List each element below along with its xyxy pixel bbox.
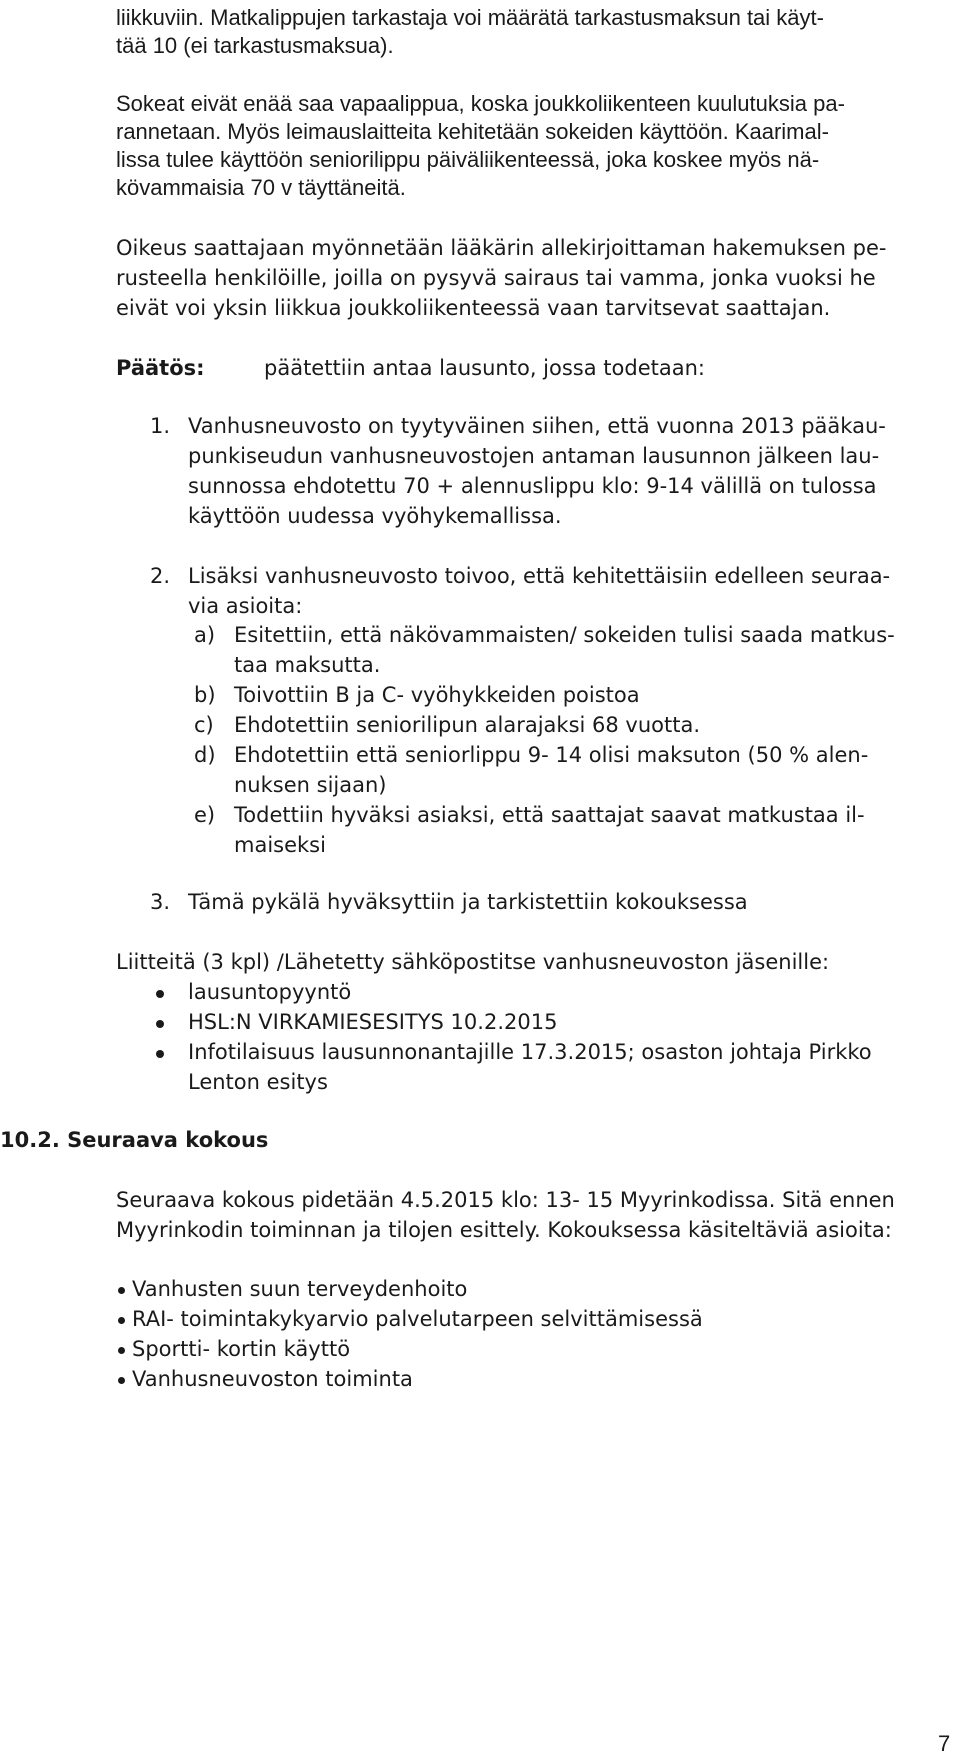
para-sokeat-line-1: Sokeat eivät enää saa vapaalippua, koska joukkoliikenteen kuulutuksia pa- — [116, 91, 845, 116]
section-title-next-meeting: 10.2. Seuraava kokous — [0, 1128, 269, 1152]
top-paragraph-line-1: liikkuviin. Matkalippujen tarkastaja voi määrätä tarkastusmaksun tai käyt- — [116, 5, 824, 30]
para-oikeus-line-3: eivät voi yksin liikkua joukkoliikenteessä vaan tarvitsevat saattajan. — [116, 296, 831, 320]
item-1-line-1: Vanhusneuvosto on tyytyväinen siihen, että vuonna 2013 pääkau- — [188, 414, 886, 438]
item-1-line-2: punkiseudun vanhusneuvostojen antaman lausunnon jälkeen lau- — [188, 444, 880, 468]
item-2c-line-1: Ehdotettiin seniorilipun alarajaksi 68 vuotta. — [234, 713, 701, 737]
item-2d-label: d) — [194, 743, 216, 767]
attachment-item-3-line-2: Lenton esitys — [188, 1070, 328, 1094]
bullet-icon — [156, 1050, 164, 1058]
topic-item-1: Vanhusten suun terveydenhoito — [132, 1277, 468, 1301]
para-oikeus-line-1: Oikeus saattajaan myönnetään lääkärin allekirjoittaman hakemuksen pe- — [116, 236, 887, 260]
next-meeting-line-2: Myyrinkodin toiminnan ja tilojen esittely. Kokouksessa käsiteltäviä asioita: — [116, 1218, 892, 1242]
item-2-line-1: Lisäksi vanhusneuvosto toivoo, että kehitettäisiin edelleen seuraa- — [188, 564, 891, 588]
item-2-number: 2. — [150, 564, 171, 588]
attachment-item-1: lausuntopyyntö — [188, 980, 352, 1004]
item-3-text: Tämä pykälä hyväksyttiin ja tarkistettiin kokouksessa — [188, 890, 748, 914]
item-2b-line-1: Toivottiin B ja C- vyöhykkeiden poistoa — [234, 683, 640, 707]
item-2a-label: a) — [194, 623, 216, 647]
page-number: 7 — [938, 1731, 951, 1756]
bullet-icon — [118, 1287, 125, 1294]
item-2e-line-2: maiseksi — [234, 833, 326, 857]
attachments-heading: Liitteitä (3 kpl) /Lähetetty sähköpostitse vanhusneuvoston jäsenille: — [116, 950, 830, 974]
item-1-line-4: käyttöön uudessa vyöhykemallissa. — [188, 504, 562, 528]
item-2d-line-1: Ehdotettiin että seniorlippu 9- 14 olisi maksuton (50 % alen- — [234, 743, 869, 767]
item-2c-label: c) — [194, 713, 214, 737]
top-paragraph-line-2: tää 10 (ei tarkastusmaksua). — [116, 33, 394, 58]
para-sokeat-line-3: lissa tulee käyttöön seniorilippu päiväliikenteessä, joka koskee myös nä- — [116, 147, 820, 172]
para-oikeus-line-2: rusteella henkilöille, joilla on pysyvä sairaus tai vamma, jonka vuoksi he — [116, 266, 876, 290]
attachment-item-3-line-1: Infotilaisuus lausunnonantajille 17.3.2015; osaston johtaja Pirkko — [188, 1040, 872, 1064]
topic-item-3: Sportti- kortin käyttö — [132, 1337, 351, 1361]
item-2e-label: e) — [194, 803, 216, 827]
topic-item-2: RAI- toimintakykyarvio palvelutarpeen selvittämisessä — [132, 1307, 703, 1331]
item-2b-label: b) — [194, 683, 216, 707]
item-2-line-2: via asioita: — [188, 594, 303, 618]
item-1-line-3: sunnossa ehdotettu 70 + alennuslippu klo: 9-14 välillä on tulossa — [188, 474, 877, 498]
next-meeting-line-1: Seuraava kokous pidetään 4.5.2015 klo: 13- 15 Myyrinkodissa. Sitä ennen — [116, 1188, 895, 1212]
attachment-item-2: HSL:N VIRKAMIESESITYS 10.2.2015 — [188, 1010, 558, 1034]
item-3-number: 3. — [150, 890, 171, 914]
item-2a-line-1: Esitettiin, että näkövammaisten/ sokeiden tulisi saada matkus- — [234, 623, 895, 647]
item-2d-line-2: nuksen sijaan) — [234, 773, 387, 797]
bullet-icon — [156, 1020, 164, 1028]
item-2a-line-2: taa maksutta. — [234, 653, 381, 677]
para-sokeat-line-2: rannetaan. Myös leimauslaitteita kehitetään sokeiden käyttöön. Kaarimal- — [116, 119, 829, 144]
topic-item-4: Vanhusneuvoston toiminta — [132, 1367, 413, 1391]
item-2e-line-1: Todettiin hyväksi asiaksi, että saattajat saavat matkustaa il- — [234, 803, 865, 827]
decision-text: päätettiin antaa lausunto, jossa todetaan: — [264, 356, 705, 380]
para-sokeat-line-4: kövammaisia 70 v täyttäneitä. — [116, 175, 406, 200]
bullet-icon — [118, 1377, 125, 1384]
bullet-icon — [118, 1317, 125, 1324]
bullet-icon — [118, 1347, 125, 1354]
decision-label: Päätös: — [116, 356, 205, 380]
item-1-number: 1. — [150, 414, 171, 438]
bullet-icon — [156, 990, 164, 998]
